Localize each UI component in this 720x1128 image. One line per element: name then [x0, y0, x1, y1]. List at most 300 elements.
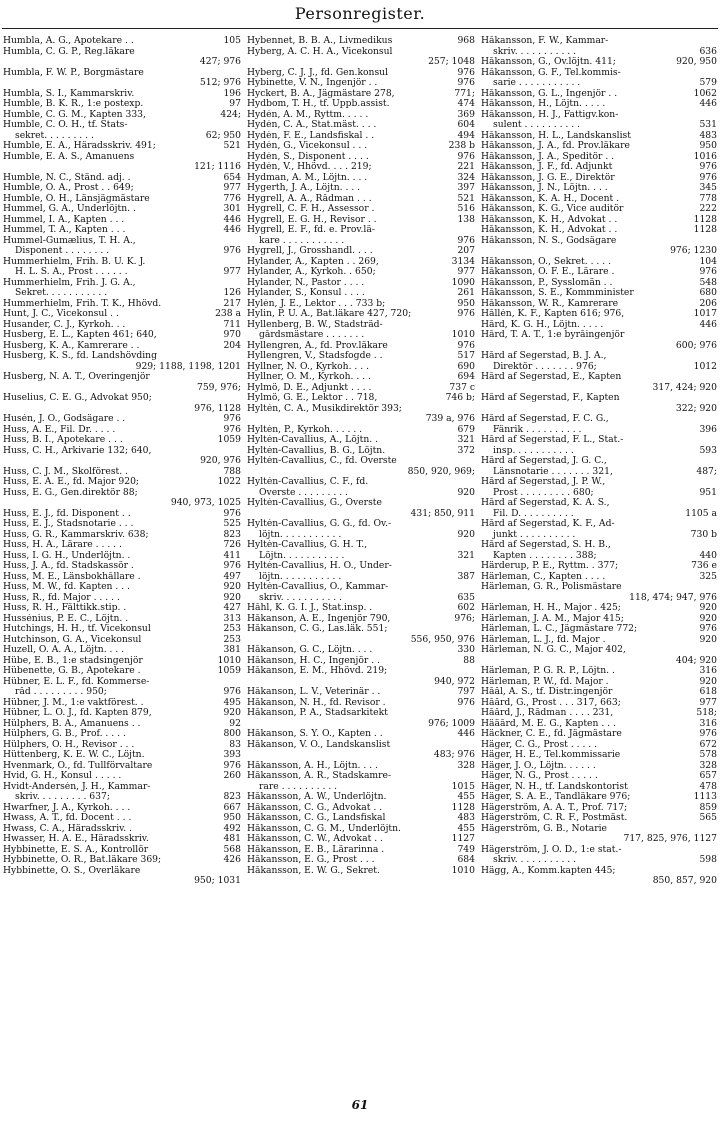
- entry-text: Håkansson, C. W., Advokat . .: [247, 834, 383, 844]
- register-entry: [3, 498, 241, 509]
- entry-text: Härleman, L. J., fd. Major .: [481, 634, 606, 645]
- entry-pages: 920: [223, 582, 241, 592]
- register-entry: [481, 425, 717, 436]
- entry-pages: 328: [457, 760, 475, 771]
- entry-text: Hyllenberg, B. W., Stadsträd-: [247, 319, 383, 330]
- register-entry: [3, 78, 241, 89]
- entry-pages: 940, 972: [434, 676, 475, 687]
- register-entry: [247, 488, 475, 499]
- entry-text: Humble, E. A. S., Amanuens: [3, 151, 135, 162]
- entry-pages: 525: [223, 519, 241, 529]
- register-entry: [3, 162, 241, 173]
- entry-pages: 118, 474; 947, 976: [629, 592, 717, 603]
- entry-text: Fil. D. . . . . . . . . .: [493, 508, 574, 519]
- entry-text: Härderup, P. E., Ryttm. . 377;: [481, 561, 619, 571]
- entry-text: Hyltén-Cavallius, G. H. T.,: [247, 540, 368, 550]
- register-entry: [481, 509, 717, 520]
- register-entry: [3, 152, 241, 163]
- register-entry: [247, 467, 475, 478]
- entry-text: Håård, G., Prost . . . 317, 663;: [481, 697, 621, 708]
- entry-pages: 104: [699, 256, 717, 267]
- entry-text: Hummerhielm, Frih. T. K., Hhövd.: [3, 298, 162, 309]
- register-entry: [3, 372, 241, 383]
- register-entry: [3, 698, 241, 709]
- register-entry: [247, 803, 475, 814]
- entry-pages: 121; 1116: [194, 162, 241, 172]
- entry-pages: 83: [229, 739, 241, 750]
- register-entry: [481, 215, 717, 226]
- register-entry: [481, 330, 717, 341]
- entry-text: Huss, I. G. H., Underlöjtn. .: [3, 550, 131, 561]
- entry-pages: 977: [457, 267, 475, 277]
- entry-text: Håkansson, K. H., Advokat . .: [481, 214, 618, 225]
- entry-text: Hydén, C. A., Stat.mäst. . . .: [247, 120, 377, 130]
- register-entry: [247, 866, 475, 877]
- entry-text: Hummerhielm, Frih. B. U. K. J.: [3, 256, 146, 267]
- entry-pages: 316: [699, 718, 717, 729]
- entry-pages: 497: [223, 571, 241, 582]
- entry-text: Huss, R., fd. Major . . . . .: [3, 592, 120, 603]
- register-entry: [481, 131, 717, 142]
- entry-pages: 206: [699, 298, 717, 309]
- entry-pages: 427: [223, 603, 241, 613]
- register-entry: [3, 645, 241, 656]
- register-entry: [481, 876, 717, 887]
- entry-text: Håkansson, O., Sekret. . . . .: [481, 256, 612, 267]
- entry-pages: 411: [223, 550, 241, 561]
- register-entry: [247, 141, 475, 152]
- register-entry: [481, 614, 717, 625]
- register-entry: [481, 362, 717, 373]
- entry-text: Håkanson, L. V., Veterinär . .: [247, 687, 381, 697]
- register-entry: [247, 278, 475, 289]
- entry-text: Husén, J. O., Godsägare . .: [3, 414, 126, 424]
- entry-text: Hybbinette, O. R., Bat.läkare 369;: [3, 855, 162, 865]
- register-entry: [481, 393, 717, 404]
- entry-text: Håkansson, K. A. H., Docent .: [481, 193, 620, 204]
- register-entry: [481, 372, 717, 383]
- register-entry: [3, 446, 241, 457]
- register-entry: [481, 456, 717, 467]
- register-entry: [481, 36, 717, 47]
- entry-pages: 446: [223, 225, 241, 235]
- entry-text: Håkanson, H. C., Ingenjör . .: [247, 655, 381, 666]
- register-entry: [247, 257, 475, 268]
- register-entry: [481, 624, 717, 635]
- entry-pages: 565: [699, 813, 717, 823]
- entry-pages: 976: [223, 414, 241, 424]
- entry-text: H. L. S. A., Prost . . . . . .: [15, 267, 128, 277]
- entry-pages: 679: [457, 424, 475, 435]
- register-entry: [3, 593, 241, 604]
- entry-text: Hård af Segerstad, F. C. G.,: [481, 414, 609, 424]
- entry-text: Hübner, L. O. J., fd. Kapten 879,: [3, 708, 152, 718]
- register-entry: [481, 446, 717, 457]
- register-entry: [3, 845, 241, 856]
- entry-text: Härleman, L. C., Jägmästare 772;: [481, 624, 638, 634]
- entry-pages: 749: [457, 844, 475, 855]
- entry-text: Huss, E. G., Gen.direktör 88;: [3, 487, 138, 498]
- entry-text: Hybbinette, E. S. A., Kontrollör: [3, 844, 149, 855]
- entry-text: Hwasser, H. A. E., Häradsskriv.: [3, 834, 149, 844]
- register-entry: [481, 719, 717, 730]
- entry-text: Hyltén-Cavallius, G., Överste: [247, 498, 382, 508]
- entry-text: Hübe, E. B., 1:e stadsingenjör: [3, 655, 143, 666]
- entry-pages: 977: [223, 183, 241, 193]
- register-entry: [481, 656, 717, 667]
- entry-text: Håkansson, G. F., Tel.kommis-: [481, 67, 621, 78]
- register-entry: [481, 866, 717, 877]
- register-entry: [3, 750, 241, 761]
- register-entry: [247, 477, 475, 488]
- register-entry: [247, 152, 475, 163]
- entry-text: Hydén, F. E., Landsfiskal . .: [247, 130, 375, 141]
- entry-pages: 207: [457, 246, 475, 256]
- entry-text: Håål, A. S., tf. Distr.ingenjör: [481, 687, 613, 697]
- entry-pages: 800: [223, 729, 241, 739]
- register-entry: [247, 330, 475, 341]
- entry-pages: 717, 825, 976, 1127: [623, 834, 717, 844]
- entry-pages: 1059: [217, 435, 241, 445]
- register-entry: [3, 582, 241, 593]
- entry-pages: 474: [457, 99, 475, 109]
- entry-text: Husberg, K. A., Kamrerare . .: [3, 340, 140, 351]
- entry-pages: 372: [457, 445, 475, 456]
- register-entry: [247, 99, 475, 110]
- register-entry: [481, 120, 717, 131]
- entry-pages: 976: [457, 78, 475, 88]
- register-entry: [247, 677, 475, 688]
- entry-pages: 518;: [696, 708, 717, 718]
- register-entry: [481, 561, 717, 572]
- entry-text: Direktör . . . . . . . 976;: [493, 361, 597, 372]
- entry-pages: 324: [457, 172, 475, 183]
- register-entry: [3, 624, 241, 635]
- entry-pages: 657: [699, 771, 717, 781]
- entry-text: Huselius, C. E. G., Advokat 950;: [3, 393, 152, 403]
- register-entry: [247, 131, 475, 142]
- register-entry: [247, 582, 475, 593]
- register-entry: [3, 299, 241, 310]
- entry-text: Härleman, P. G. R. P., Löjtn. .: [481, 666, 615, 676]
- entry-text: Häger, N. G., Prost . . . . .: [481, 771, 598, 781]
- entry-text: Prost . . . . . . . . . 680;: [493, 487, 594, 498]
- entry-text: Huss, E. J., fd. Disponent . .: [3, 508, 131, 519]
- entry-text: Hummel, T. A., Kapten . . .: [3, 225, 126, 235]
- entry-pages: 221: [457, 162, 475, 172]
- register-entry: [3, 824, 241, 835]
- register-entry: [3, 362, 241, 373]
- entry-text: Hygrell, C. F. H., Assessor .: [247, 204, 375, 214]
- register-entry: [247, 603, 475, 614]
- entry-pages: 517: [457, 351, 475, 361]
- entry-text: Hägg, A., Komm.kapten 445;: [481, 865, 616, 876]
- register-entry: [481, 267, 717, 278]
- register-entry: [247, 288, 475, 299]
- entry-text: Hygerth, J. A., Löjtn. . . .: [247, 183, 361, 193]
- register-entry: [3, 729, 241, 740]
- entry-pages: 976: [699, 729, 717, 739]
- entry-pages: 483: [457, 813, 475, 823]
- register-entry: [247, 57, 475, 68]
- entry-text: Hyltén-Cavallius, G. G., fd. Öv.-: [247, 519, 392, 529]
- entry-pages: 321: [457, 435, 475, 445]
- register-entry: [3, 141, 241, 152]
- register-entry: [481, 351, 717, 362]
- entry-text: löjtn. . . . . . . . . . .: [259, 529, 342, 540]
- entry-pages: 313: [223, 613, 241, 624]
- entry-text: Hyltén-Cavallius, H. O., Under-: [247, 561, 392, 571]
- entry-pages: 850, 857, 920: [652, 876, 717, 886]
- entry-pages: 3134: [451, 256, 475, 267]
- entry-pages: 976: [457, 151, 475, 162]
- entry-pages: 257; 1048: [428, 57, 475, 67]
- register-entry: [3, 603, 241, 614]
- entry-text: Humbla, C. G. P., Reg.läkare: [3, 46, 135, 57]
- register-entry: [3, 782, 241, 793]
- register-entry: [481, 225, 717, 236]
- entry-text: Hummel-Gumælius, T. H. A.,: [3, 235, 136, 246]
- entry-text: Huzell, O. A. A., Löjtn. . . .: [3, 645, 125, 655]
- entry-pages: 387: [457, 571, 475, 582]
- register-entry: [3, 404, 241, 415]
- entry-pages: 556, 950, 976: [410, 634, 475, 645]
- entry-pages: 977: [699, 697, 717, 708]
- register-entry: [247, 204, 475, 215]
- register-entry: [481, 435, 717, 446]
- entry-text: Håkansson, J. F., fd. Adjunkt: [481, 162, 613, 172]
- register-entry: [3, 257, 241, 268]
- register-entry: [3, 414, 241, 425]
- register-entry: [247, 236, 475, 247]
- entry-pages: 446: [699, 319, 717, 330]
- entry-text: Hübner, E. L. F., fd. Kommerse-: [3, 676, 150, 687]
- register-entry: [247, 446, 475, 457]
- entry-text: Härleman, P. W., fd. Major .: [481, 676, 609, 687]
- register-entry: [481, 593, 717, 604]
- entry-text: Hvidt-Andersén, J. H., Kammar-: [3, 781, 151, 792]
- register-entry: [247, 824, 475, 835]
- register-entry: [3, 320, 241, 331]
- entry-text: Hägerström, G. B., Notarie: [481, 823, 607, 834]
- register-entry: [3, 225, 241, 236]
- register-entry: [3, 813, 241, 824]
- entry-text: Disponent . . . . . . . .: [15, 246, 110, 256]
- entry-pages: 920: [223, 592, 241, 603]
- entry-text: Hvid, G. H., Konsul . . . . .: [3, 771, 122, 781]
- register-entry: [481, 761, 717, 772]
- register-entry: [481, 645, 717, 656]
- entry-text: Hvenmark, O., fd. Tullförvaltare: [3, 760, 153, 771]
- entry-pages: 404; 920: [675, 655, 717, 666]
- entry-pages: 788: [223, 466, 241, 477]
- entry-text: Hård af Segerstad, E., Kapten: [481, 372, 622, 382]
- register-entry: [481, 729, 717, 740]
- register-column-2: [247, 36, 475, 1096]
- entry-pages: 1010: [217, 655, 241, 666]
- entry-pages: 316: [699, 666, 717, 676]
- register-entry: [3, 719, 241, 730]
- entry-pages: 684: [457, 855, 475, 865]
- entry-text: Håkansson, H. J., Fattigv.kon-: [481, 109, 619, 120]
- entry-text: Hyltén, C. A., Musikdirektör 393;: [247, 403, 402, 414]
- entry-pages: 301: [223, 204, 241, 214]
- register-entry: [481, 845, 717, 856]
- entry-pages: 253: [223, 624, 241, 634]
- entry-text: Husberg, N. A. T., Överingenjör: [3, 372, 150, 382]
- entry-pages: 746 b;: [445, 393, 475, 403]
- entry-pages: 1017: [693, 309, 717, 319]
- entry-pages: 968: [457, 36, 475, 46]
- page-number: 61: [351, 1098, 369, 1112]
- entry-text: Hylander, A., Kyrkoh. . 650;: [247, 267, 376, 277]
- entry-text: Hummel, I. A., Kapten . . .: [3, 214, 125, 225]
- entry-pages: 950: [699, 141, 717, 151]
- entry-pages: 920: [457, 487, 475, 498]
- register-entry: [481, 855, 717, 866]
- entry-text: Fänrik . . . . . . . . . .: [493, 424, 582, 435]
- entry-pages: 859: [699, 802, 717, 813]
- register-entry: [3, 572, 241, 583]
- entry-pages: 736 e: [691, 561, 717, 571]
- entry-text: Hydman, A. M., Löjtn. . . .: [247, 172, 368, 183]
- entry-text: Håkansson, G., Öv.löjtn. 411;: [481, 57, 616, 67]
- register-entry: [247, 267, 475, 278]
- entry-pages: 950: [457, 298, 475, 309]
- entry-text: Huss, G. R., Kammarskriv. 638;: [3, 529, 149, 540]
- entry-pages: 920: [223, 708, 241, 718]
- register-entry: [3, 330, 241, 341]
- register-entry: [3, 876, 241, 887]
- entry-text: Löjtn. . . . . . . . . . .: [259, 550, 345, 561]
- register-entry: [3, 530, 241, 541]
- entry-text: Håkanson, N. H., fd. Revisor .: [247, 697, 386, 708]
- register-entry: [3, 204, 241, 215]
- register-entry: [481, 320, 717, 331]
- register-entry: [481, 782, 717, 793]
- entry-pages: 976: [223, 508, 241, 519]
- entry-pages: 1010: [451, 330, 475, 340]
- entry-text: Hård af Segerstad, J. P. W.,: [481, 477, 606, 487]
- register-entry: [3, 89, 241, 100]
- entry-pages: 1016: [693, 151, 717, 162]
- register-entry: [247, 341, 475, 352]
- register-entry: [3, 803, 241, 814]
- entry-text: rare . . . . . . . . . .: [259, 781, 338, 792]
- entry-pages: 690: [457, 361, 475, 372]
- entry-text: sulent . . . . . . . . . .: [493, 120, 581, 130]
- entry-pages: 604: [457, 120, 475, 130]
- entry-pages: 1015: [451, 781, 475, 792]
- entry-text: Håkansson, E. B., Lärarinna .: [247, 844, 385, 855]
- register-entry: [3, 194, 241, 205]
- register-entry: [481, 488, 717, 499]
- register-entry: [247, 47, 475, 58]
- entry-pages: 446: [457, 729, 475, 739]
- entry-text: Håkansson, J. A., fd. Prov.läkare: [481, 141, 630, 151]
- register-entry: [481, 477, 717, 488]
- entry-pages: 531: [699, 120, 717, 130]
- entry-text: sekret. . . . . . . . .: [15, 130, 94, 141]
- entry-text: Håkansson, E. G., Prost . . .: [247, 855, 375, 865]
- register-entry: [3, 47, 241, 58]
- entry-text: Härleman, G. R., Polismästare: [481, 582, 622, 592]
- entry-text: Hägerström, J. O. D., 1:e stat.-: [481, 844, 622, 855]
- entry-text: Hård af Segerstad, F., Kapten: [481, 393, 620, 403]
- entry-pages: 976: [699, 172, 717, 183]
- register-entry: [247, 320, 475, 331]
- entry-text: Hylmö, D. E., Adjunkt . . . .: [247, 382, 372, 393]
- entry-pages: 325: [699, 571, 717, 582]
- register-entry: [481, 299, 717, 310]
- register-entry: [481, 540, 717, 551]
- entry-text: Hummel, G. A., Underlöjtn. .: [3, 204, 136, 214]
- entry-pages: 823: [223, 529, 241, 540]
- entry-pages: 672: [699, 739, 717, 750]
- register-entry: [481, 383, 717, 394]
- register-entry: [247, 194, 475, 205]
- register-entry: [247, 246, 475, 257]
- entry-text: Hygrell, E. G. H., Revisor . .: [247, 214, 377, 225]
- entry-pages: 976: [223, 687, 241, 697]
- register-entry: [3, 351, 241, 362]
- entry-text: Håkansson, E. W. G., Sekret.: [247, 865, 380, 876]
- register-entry: [3, 834, 241, 845]
- entry-pages: 976: [457, 309, 475, 319]
- register-entry: [3, 656, 241, 667]
- register-entry: [247, 183, 475, 194]
- entry-pages: 548: [699, 277, 717, 288]
- entry-text: Hydbom, T. H., tf. Uppb.assist.: [247, 99, 390, 109]
- entry-pages: 521: [457, 193, 475, 204]
- entry-pages: 776: [223, 193, 241, 204]
- entry-pages: 976: [223, 246, 241, 256]
- entry-pages: 726: [223, 540, 241, 550]
- register-entry: [481, 698, 717, 709]
- entry-text: Håkanson, S. Y. O., Kapten . .: [247, 729, 383, 739]
- register-entry: [3, 488, 241, 499]
- entry-pages: 602: [457, 603, 475, 613]
- entry-text: Härleman, N. G. C., Major 402,: [481, 645, 626, 655]
- register-entry: [3, 477, 241, 488]
- entry-pages: 424;: [220, 109, 241, 120]
- entry-text: Hwass, A. T., fd. Docent . . .: [3, 813, 132, 823]
- register-entry: [3, 771, 241, 782]
- entry-pages: 427; 976: [199, 57, 241, 67]
- entry-pages: 321: [457, 550, 475, 561]
- register-entry: [247, 750, 475, 761]
- register-entry: [481, 582, 717, 593]
- register-entry: [247, 740, 475, 751]
- entry-pages: 478: [699, 781, 717, 792]
- entry-pages: 494: [457, 130, 475, 141]
- entry-text: Håkanson, P. A., Stadsarkitekt: [247, 708, 388, 718]
- entry-text: Hutchings, H. H., tf. Vicekonsul: [3, 624, 151, 634]
- register-entry: [3, 341, 241, 352]
- entry-text: Huss, C. H., Arkivarie 132; 640,: [3, 445, 152, 456]
- register-entry: [247, 834, 475, 845]
- entry-pages: 976: [457, 235, 475, 246]
- entry-pages: 105: [223, 36, 241, 46]
- register-entry: [247, 435, 475, 446]
- entry-text: Hutchinson, G. A., Vicekonsul: [3, 634, 142, 645]
- entry-text: Hylander, S., Konsul . . . .: [247, 288, 365, 298]
- register-entry: [481, 341, 717, 352]
- entry-text: Husberg, K. S., fd. Landshövding: [3, 351, 157, 361]
- register-entry: [247, 372, 475, 383]
- entry-pages: 976; 1230: [670, 246, 717, 256]
- register-entry: [247, 572, 475, 583]
